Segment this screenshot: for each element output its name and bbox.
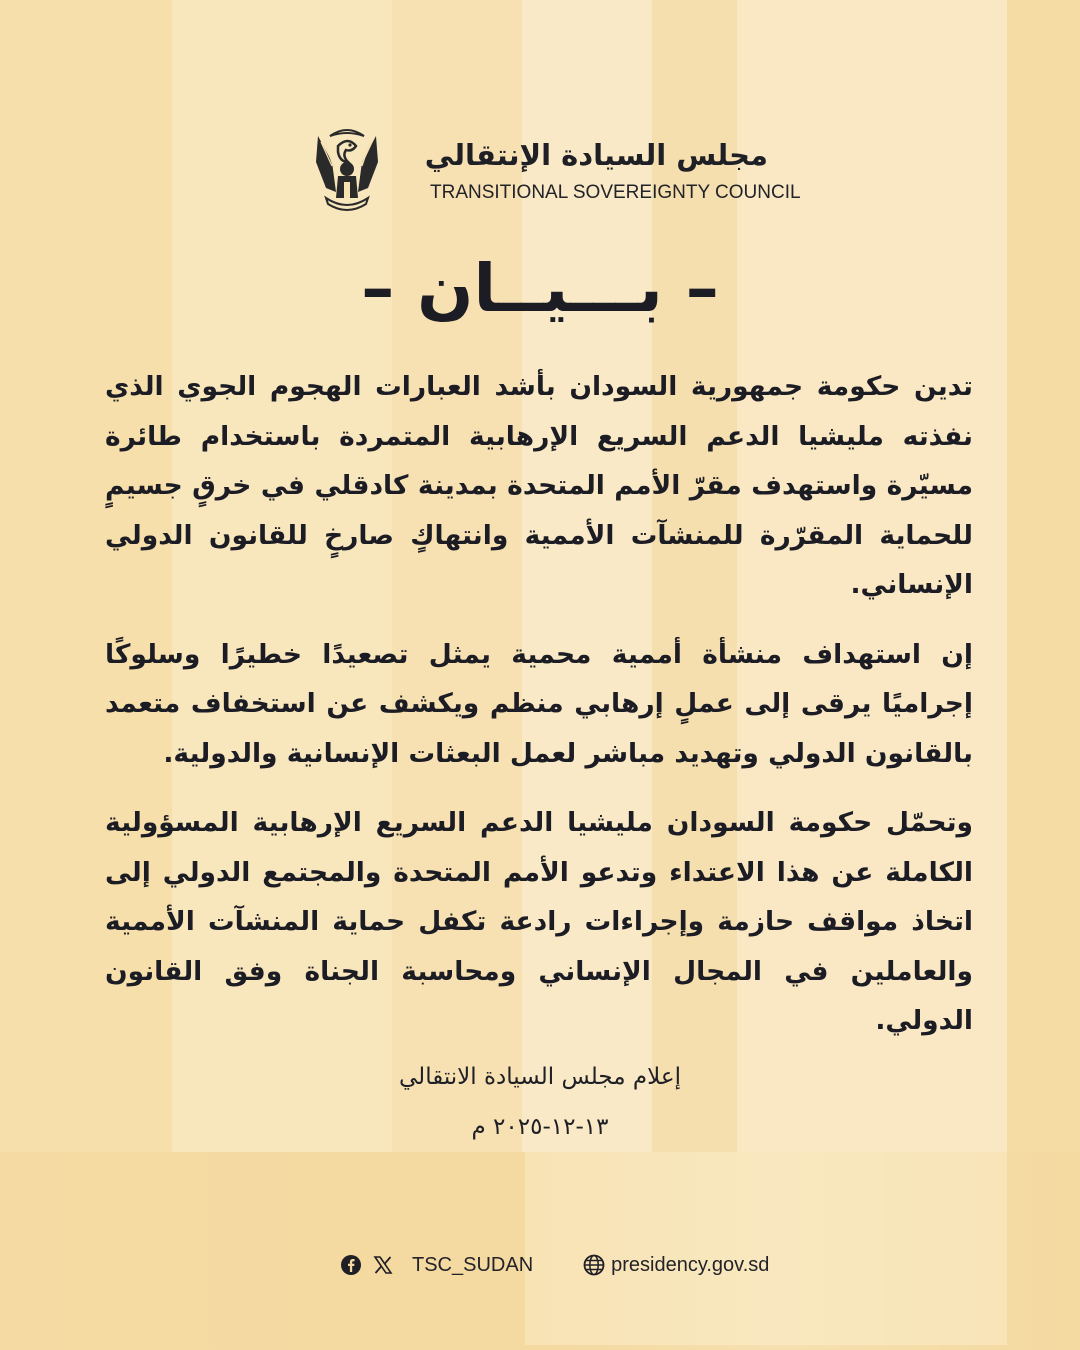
x-icon[interactable]	[372, 1254, 394, 1276]
emblem-icon	[312, 122, 382, 214]
statement-heading: – بـــيــان –	[361, 249, 719, 327]
footer-links	[340, 1250, 769, 1280]
paragraph: وتحمّل حكومة السودان مليشيا الدعم السريع الإرهابية المسؤولية الكاملة عن هذا الاعتداء وتدعو الأمم المتحدة والمجتمع الدولي إلى اتخاذ مواقف حازمة وإجراءات رادعة تكفل حماية المنشآت الأممية والعاملين في المجال الإنساني ومحاسبة الجناة وفق القانون الدولي.	[105, 807, 973, 1036]
footer-band-highlight	[525, 1152, 1007, 1345]
background-stripe	[1007, 0, 1080, 1350]
council-title-arabic: مجلس السيادة الإنتقالي	[424, 138, 768, 172]
statement-body	[105, 362, 973, 1066]
statement-date: ١٣-١٢-٢٠٢٥ م	[471, 1114, 609, 1140]
paragraph: إن استهداف منشأة أممية محمية يمثل تصعيدًا خطيرًا وسلوكًا إجراميًا يرقى إلى عملٍ إرهابي منظم ويكشف عن استخفاف متعمد بالقانون الدولي وتهديد مباشر لعمل البعثات الإنسانية والدولية.	[105, 638, 973, 769]
paragraph: تدين حكومة جمهورية السودان بأشد العبارات الهجوم الجوي الذي نفذته مليشيا الدعم السريع الإرهابية المتمردة باستخدام طائرة مسيّرة واستهدف مقرّ الأمم المتحدة بمدينة كادقلي في خرقٍ جسيمٍ للحماية المقرّرة للمنشآت الأممية وانتهاكٍ صارخٍ للقانون الدولي الإنساني.	[105, 371, 973, 600]
facebook-icon[interactable]	[340, 1254, 362, 1276]
header	[312, 122, 801, 217]
globe-icon	[583, 1254, 605, 1276]
website-link[interactable]	[583, 1254, 769, 1277]
signature: إعلام مجلس السيادة الانتقالي	[399, 1064, 681, 1090]
website-url: presidency.gov.sd	[611, 1253, 770, 1276]
council-title-english: TRANSITIONAL SOVEREIGNTY COUNCIL	[430, 182, 801, 203]
social-handle[interactable]: TSC_SUDAN	[412, 1253, 534, 1276]
